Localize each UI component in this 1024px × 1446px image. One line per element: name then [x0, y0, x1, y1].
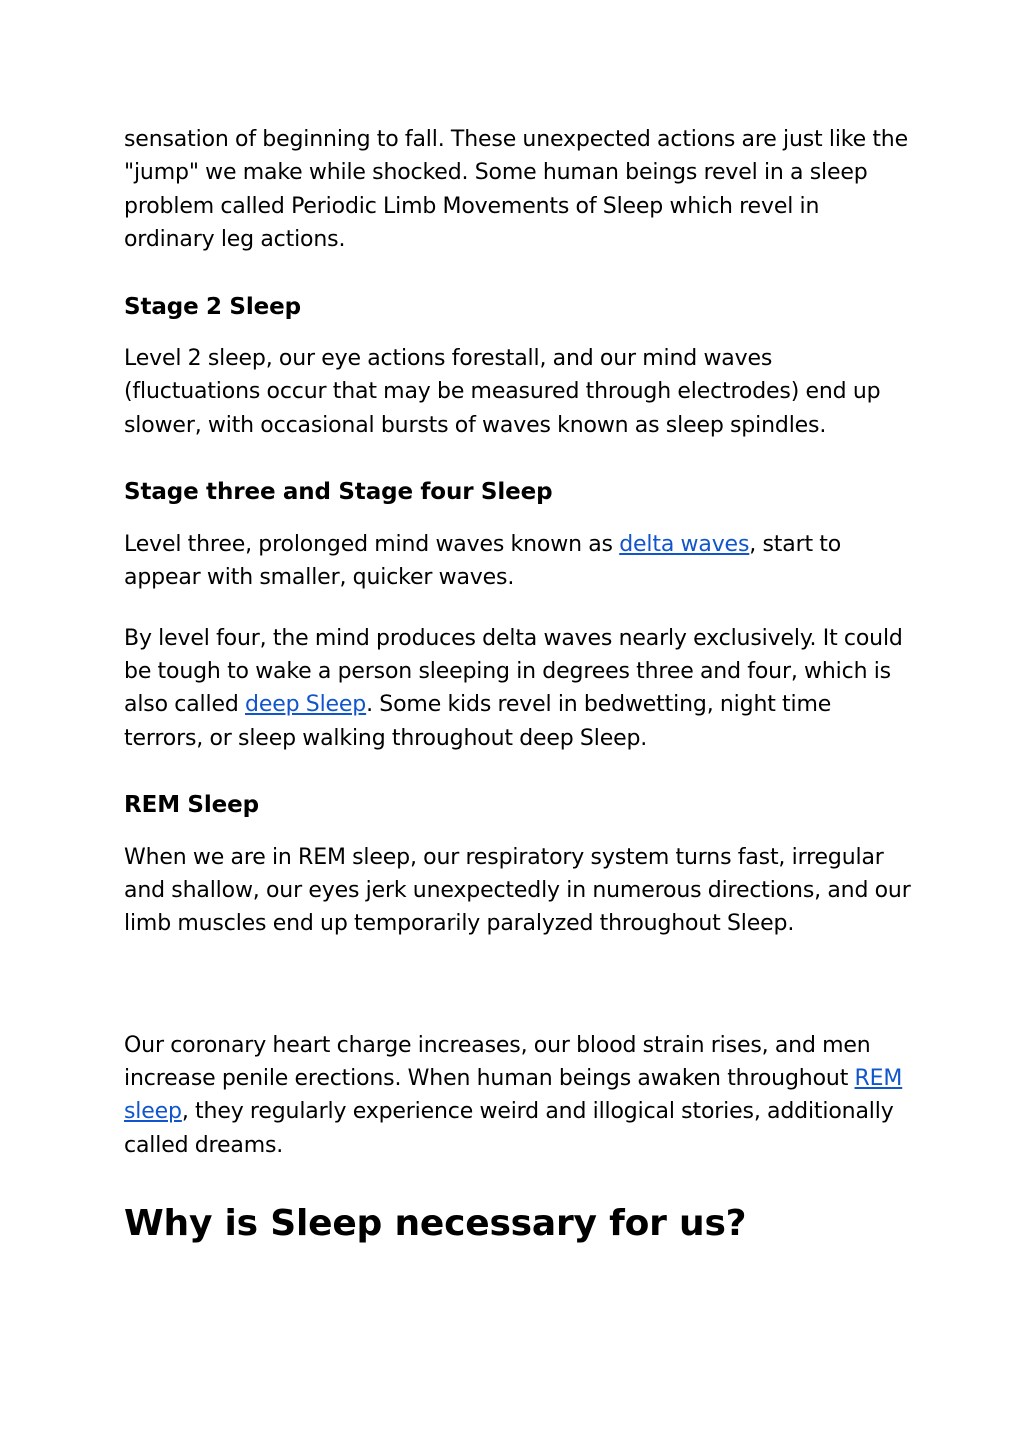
stage-2-paragraph: Level 2 sleep, our eye actions forestall, and our mind waves (fluctuations occur that may be measured through electrodes) end up slower, with occasional bursts of waves known as sleep spindles. — [124, 346, 881, 438]
stage-3-text-before: Level three, prolonged mind waves known as — [124, 532, 620, 558]
stage-4-paragraph — [124, 622, 914, 755]
rem-text-before: Our coronary heart charge increases, our blood strain rises, and men increase penile erections. When human beings awaken throughout — [124, 1032, 871, 1092]
document-page — [124, 118, 914, 1246]
stage-2-heading: Stage 2 Sleep — [124, 294, 301, 321]
stage-3-4-heading: Stage three and Stage four Sleep — [124, 479, 553, 506]
rem-sleep-heading: REM Sleep — [124, 791, 260, 818]
stage-3-paragraph — [124, 528, 914, 595]
stage-4-text-before: By level four, the mind produces delta waves nearly exclusively. It could be tough to wake a person sleeping in degrees three and four, which is also called — [124, 625, 903, 718]
rem-paragraph-2 — [124, 1029, 914, 1162]
stage-4-text-after: . Some kids revel in bedwetting, night time terrors, or sleep walking throughout deep Sleep. — [124, 692, 832, 751]
rem-text-after: , they regularly experience weird and illogical stories, additionally called dreams. — [124, 1099, 894, 1158]
deep-sleep-link[interactable]: deep Sleep — [245, 692, 367, 718]
stage-3-text-after: , start to appear with smaller, quicker waves. — [124, 532, 842, 591]
rem-sleep-link[interactable]: REM sleep — [124, 1066, 903, 1125]
why-sleep-heading: Why is Sleep necessary for us? — [124, 1202, 747, 1244]
delta-waves-link[interactable]: delta waves — [619, 532, 750, 558]
rem-paragraph-1: When we are in REM sleep, our respiratory system turns fast, irregular and shallow, our eyes jerk unexpectedly in numerous directions, and our limb muscles end up temporarily paralyzed throughout Sleep. — [124, 844, 911, 937]
intro-paragraph: sensation of beginning to fall. These unexpected actions are just like the "jump" we make while shocked. Some human beings revel in a sleep problem called Periodic Limb Movements of Sleep which revel in ordinary leg actions. — [124, 127, 908, 252]
